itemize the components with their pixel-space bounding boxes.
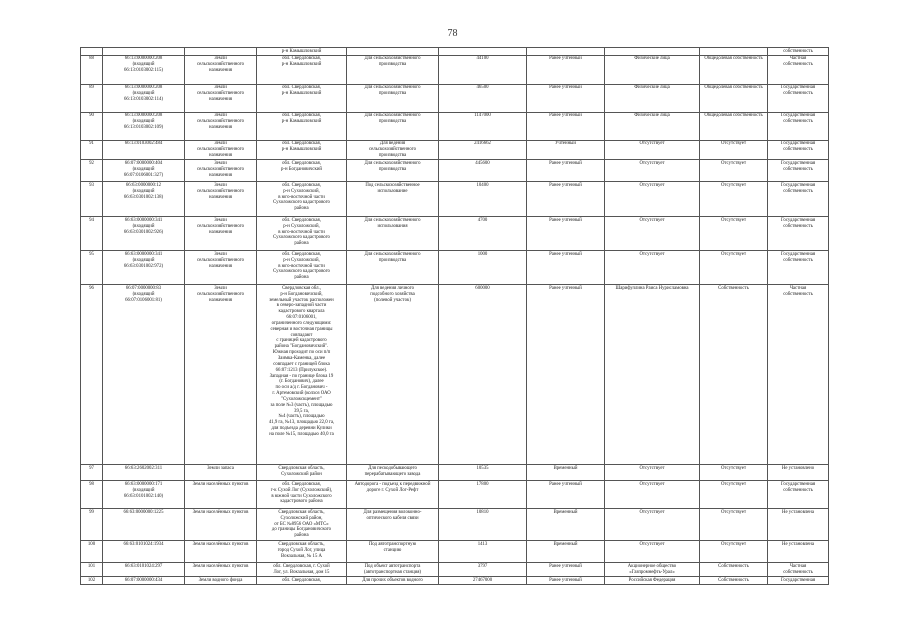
right-type-cell: Собственность (700, 285, 768, 465)
cadastral-number-cell: 66:07:0000000:404 (входящий 66:07:0106001:327) (103, 160, 185, 182)
holder-cell: Отсутствует (605, 481, 700, 509)
status-cell: Ранее учтенный (527, 217, 605, 251)
land-category-cell: Земли населённых пунктов (185, 541, 257, 563)
cadastral-number-cell: 66:63:0000000:341 (входящий 66:63:0301002:972) (103, 251, 185, 285)
table-row (81, 577, 829, 585)
land-category-cell: Земли сельскохозяйственного назначения (185, 160, 257, 182)
right-type-cell: Общедолевая собственность (700, 84, 768, 112)
permitted-use-cell: Под объект автотранспорта (автотранспортная станция) (347, 563, 439, 577)
table-row (81, 541, 829, 563)
land-category-cell: Земли населённых пунктов (185, 481, 257, 509)
row-number-cell: 96 (81, 285, 103, 465)
ownership-form-cell: Государственная собственность (768, 112, 829, 140)
right-type-cell: Общедолевая собственность (700, 112, 768, 140)
right-type-cell: Отсутствует (700, 481, 768, 509)
address-cell: обл. Свердловская, р-н Богдановичский (257, 160, 347, 182)
ownership-form-cell: Частная собственность (768, 285, 829, 465)
permitted-use-cell: Под автотранспортную станцию (347, 541, 439, 563)
status-cell: Временный (527, 465, 605, 481)
address-cell: обл. Свердловская, р-н Камышловский (257, 140, 347, 160)
table-row (81, 465, 829, 481)
holder-cell: Отсутствует (605, 160, 700, 182)
land-category-cell: Земли сельскохозяйственного назначения (185, 55, 257, 84)
cadastral-number-cell: 66:13:0000000:208 (входящий 66:13:0103002:114) (103, 84, 185, 112)
permitted-use-cell: Для пескодобывающего перерабатывающего завода (347, 465, 439, 481)
permitted-use-cell: Для ведения сельскохозяйственного производства (347, 140, 439, 160)
ownership-form-cell: собственность (768, 48, 829, 56)
status-cell: Ранее учтенный (527, 160, 605, 182)
ownership-form-cell: Частная собственность (768, 563, 829, 577)
right-type-cell: Собственность (700, 577, 768, 585)
holder-cell: Российская Федерация (605, 577, 700, 585)
area-cell: 10535 (439, 465, 527, 481)
ownership-form-cell: Государственная (768, 577, 829, 585)
table-row (81, 251, 829, 285)
area-cell: 1000 (439, 251, 527, 285)
table-body (81, 48, 829, 585)
ownership-form-cell: Частная собственность (768, 55, 829, 84)
land-category-cell: Земли сельскохозяйственного назначения (185, 182, 257, 217)
cadastral-number-cell (103, 48, 185, 56)
status-cell: Ранее учтенный (527, 112, 605, 140)
cadastral-number-cell: 66:07:0000000:434 (103, 577, 185, 585)
land-parcels-table (80, 47, 829, 585)
status-cell: Ранее учтенный (527, 55, 605, 84)
table-row (81, 509, 829, 541)
table-row (81, 217, 829, 251)
right-type-cell: Отсутствует (700, 541, 768, 563)
right-type-cell: Отсутствует (700, 509, 768, 541)
address-cell: обл. Свердловская, р-н Сухоложский, в юго-восточной части Сухоложского кадастрового района (257, 251, 347, 285)
status-cell: Временный (527, 509, 605, 541)
address-cell: Свердловская область, Сухоложский район, от БС №8956 ОАО «МТС» до границы Богдановичского района (257, 509, 347, 541)
status-cell: Ранее учтенный (527, 563, 605, 577)
table-row (81, 563, 829, 577)
ownership-form-cell: Не установлена (768, 509, 829, 541)
cadastral-number-cell: 66:63:0000000:171 (входящий 66:63:0101002:140) (103, 481, 185, 509)
cadastral-number-cell: 66:07:0000000:83 (входящий 66:07:0106001:81) (103, 285, 185, 465)
row-number-cell: 100 (81, 541, 103, 563)
area-cell: 10400 (439, 182, 527, 217)
status-cell: Ранее учтенный (527, 251, 605, 285)
row-number-cell: 88 (81, 55, 103, 84)
land-category-cell: Земли сельскохозяйственного назначения (185, 217, 257, 251)
area-cell (439, 48, 527, 56)
ownership-form-cell: Не установлено (768, 465, 829, 481)
holder-cell: Физические лица (605, 84, 700, 112)
right-type-cell: Собственность (700, 563, 768, 577)
right-type-cell: Отсутствует (700, 251, 768, 285)
holder-cell: Отсутствует (605, 140, 700, 160)
address-cell: обл. Свердловская, р-н Камышловский (257, 112, 347, 140)
ownership-form-cell: Государственная собственность (768, 160, 829, 182)
address-cell: обл. Свердловская, (257, 577, 347, 585)
cadastral-number-cell: 66:63:0000000:341 (входящий 66:63:0301002:926) (103, 217, 185, 251)
table-row (81, 84, 829, 112)
land-category-cell: Земли запаса (185, 465, 257, 481)
row-number-cell: 90 (81, 112, 103, 140)
land-category-cell (185, 48, 257, 56)
address-cell: Свердловская обл., р-н Богдановичский, земельный участок расположен в северо-западной части кадастрового квартала 66:07:0106001, ограниченного следующими: северная и восточная границы совпадают с границей кадастрового района "Богдановичский". Южная проходит по оси п/п Заимка-Каменка, далее совпадает с границей блока 66:07:1213 (Прилукское). Западная - по границе блока 19 (г. Богданович), далее по оси а/д г. Богданович - г. Артемовский (колхоз ОАО "Сухоложскцемент" за поле №3 (часть), площадью 39,5 га, №4 (часть), площадью 41,9 га, №13, площадью 22,0 га, для подъезда деревни Кулики на поле №15, площадью 40,0 га (257, 285, 347, 465)
address-cell: обл. Свердловская, г-к Сухой Лог (Сухоложский), в южной части Сухоложского кадастрового района (257, 481, 347, 509)
land-category-cell: Земли населённых пунктов (185, 509, 257, 541)
area-cell: 17800 (439, 481, 527, 509)
right-type-cell: Отсутствует (700, 140, 768, 160)
area-cell: 44100 (439, 55, 527, 84)
address-cell: обл. Свердловская, р-н Камышловский (257, 55, 347, 84)
permitted-use-cell (347, 48, 439, 56)
permitted-use-cell: Для сельскохозяйственного производства (347, 55, 439, 84)
status-cell: Ранее учтенный (527, 481, 605, 509)
land-category-cell: Земли сельскохозяйственного назначения (185, 140, 257, 160)
status-cell: Временный (527, 541, 605, 563)
address-cell: Свердловская область, Сухоложский район (257, 465, 347, 481)
ownership-form-cell: Не установлена (768, 541, 829, 563)
permitted-use-cell: Для сельскохозяйственного производства (347, 160, 439, 182)
address-cell: р-н Камышловский (257, 48, 347, 56)
status-cell: Ранее учтенный (527, 577, 605, 585)
permitted-use-cell: Для сельскохозяйственного использования (347, 217, 439, 251)
holder-cell: Акционерное общество «Газпромнефть-Урал» (605, 563, 700, 577)
row-number-cell: 102 (81, 577, 103, 585)
address-cell: обл. Свердловская, р-н Сухоложский, в юго-восточной части Сухоложского кадастрового района (257, 182, 347, 217)
permitted-use-cell: Под сельскохозяйственное использование (347, 182, 439, 217)
row-number-cell: 97 (81, 465, 103, 481)
holder-cell (605, 48, 700, 56)
right-type-cell: Отсутствует (700, 217, 768, 251)
holder-cell: Физические лица (605, 55, 700, 84)
right-type-cell: Отсутствует (700, 160, 768, 182)
status-cell: Ранее учтенный (527, 182, 605, 217)
status-cell: Ранее учтенный (527, 84, 605, 112)
land-category-cell: Земли сельскохозяйственного назначения (185, 84, 257, 112)
row-number-cell: 101 (81, 563, 103, 577)
permitted-use-cell: Для сельскохозяйственного производства (347, 251, 439, 285)
row-number-cell: 89 (81, 84, 103, 112)
holder-cell: Физические лица (605, 112, 700, 140)
holder-cell: Отсутствует (605, 465, 700, 481)
page-number: 78 (447, 28, 458, 39)
cadastral-number-cell: 66:63:0101024:1934 (103, 541, 185, 563)
area-cell: 4700 (439, 217, 527, 251)
ownership-form-cell: Государственная собственность (768, 251, 829, 285)
permitted-use-cell: Автодорога - подъезд к передвижной дороге г. Сухой Лог-Рефт (347, 481, 439, 509)
address-cell: Свердловская область, город Сухой Лог, улица Вокзальная, № 15 А (257, 541, 347, 563)
address-cell: обл. Свердловская, р-н Камышловский (257, 84, 347, 112)
right-type-cell: Отсутствует (700, 465, 768, 481)
table-row (81, 182, 829, 217)
table-row (81, 481, 829, 509)
permitted-use-cell: Для прочих объектов водного (347, 577, 439, 585)
ownership-form-cell: Государственная собственность (768, 217, 829, 251)
cadastral-number-cell: 66:13:0000000:208 (входящий 66:13:0103002:115) (103, 55, 185, 84)
area-cell: 10810 (439, 509, 527, 541)
cadastral-number-cell: 66:13:0000000:208 (входящий 66:13:0103002:109) (103, 112, 185, 140)
permitted-use-cell: Для размещения волоконно- оптического кабеля связи (347, 509, 439, 541)
permitted-use-cell: Для сельскохозяйственного производства (347, 84, 439, 112)
area-cell: 46500 (439, 84, 527, 112)
status-cell (527, 48, 605, 56)
permitted-use-cell: Для ведения личного подсобного хозяйства (полевой участок) (347, 285, 439, 465)
cadastral-number-cell: 66:63:0000000:12 (входящий 66:63:0301002:138) (103, 182, 185, 217)
table-row (81, 140, 829, 160)
table-row (81, 160, 829, 182)
cadastral-number-cell: 66:13:0103002:484 (103, 140, 185, 160)
cadastral-number-cell: 66:63:0000000:1225 (103, 509, 185, 541)
land-category-cell: Земли сельскохозяйственного назначения (185, 285, 257, 465)
cadastral-number-cell: 66:63:0101024:297 (103, 563, 185, 577)
row-number-cell (81, 48, 103, 56)
land-category-cell: Земли водного фонда (185, 577, 257, 585)
area-cell: 600000 (439, 285, 527, 465)
area-cell: 3797 (439, 563, 527, 577)
area-cell: 1147000 (439, 112, 527, 140)
land-category-cell: Земли населённых пунктов (185, 563, 257, 577)
ownership-form-cell: Государственная собственность (768, 140, 829, 160)
right-type-cell: Отсутствует (700, 182, 768, 217)
right-type-cell: Общедолевая собственность (700, 55, 768, 84)
holder-cell: Отсутствует (605, 182, 700, 217)
table-row (81, 48, 829, 56)
row-number-cell: 95 (81, 251, 103, 285)
row-number-cell: 91 (81, 140, 103, 160)
address-cell: обл. Свердловская, г. Сухой Лог, ул. Вокзальная, дом 15 (257, 563, 347, 577)
land-category-cell: Земли сельскохозяйственного назначения (185, 251, 257, 285)
area-cell: 445600 (439, 160, 527, 182)
row-number-cell: 93 (81, 182, 103, 217)
table-row (81, 285, 829, 465)
area-cell: 2416662 (439, 140, 527, 160)
holder-cell: Отсутствует (605, 541, 700, 563)
address-cell: обл. Свердловская, р-н Сухоложский, в юго-восточной части Сухоложского кадастрового района (257, 217, 347, 251)
status-cell: Учтенный (527, 140, 605, 160)
table-row (81, 55, 829, 84)
row-number-cell: 98 (81, 481, 103, 509)
row-number-cell: 99 (81, 509, 103, 541)
right-type-cell (700, 48, 768, 56)
holder-cell: Отсутствует (605, 509, 700, 541)
permitted-use-cell: Для сельскохозяйственного производства (347, 112, 439, 140)
cadastral-number-cell: 66:63:2602002:311 (103, 465, 185, 481)
ownership-form-cell: Государственная собственность (768, 182, 829, 217)
holder-cell: Отсутствует (605, 251, 700, 285)
table-row (81, 112, 829, 140)
ownership-form-cell: Государственная собственность (768, 481, 829, 509)
area-cell: 1413 (439, 541, 527, 563)
land-category-cell: Земли сельскохозяйственного назначения (185, 112, 257, 140)
row-number-cell: 94 (81, 217, 103, 251)
holder-cell: Отсутствует (605, 217, 700, 251)
area-cell: 27467000 (439, 577, 527, 585)
holder-cell: Шарифуллина Раиса Нурисламовна (605, 285, 700, 465)
status-cell: Ранее учтенный (527, 285, 605, 465)
row-number-cell: 92 (81, 160, 103, 182)
ownership-form-cell: Государственная собственность (768, 84, 829, 112)
